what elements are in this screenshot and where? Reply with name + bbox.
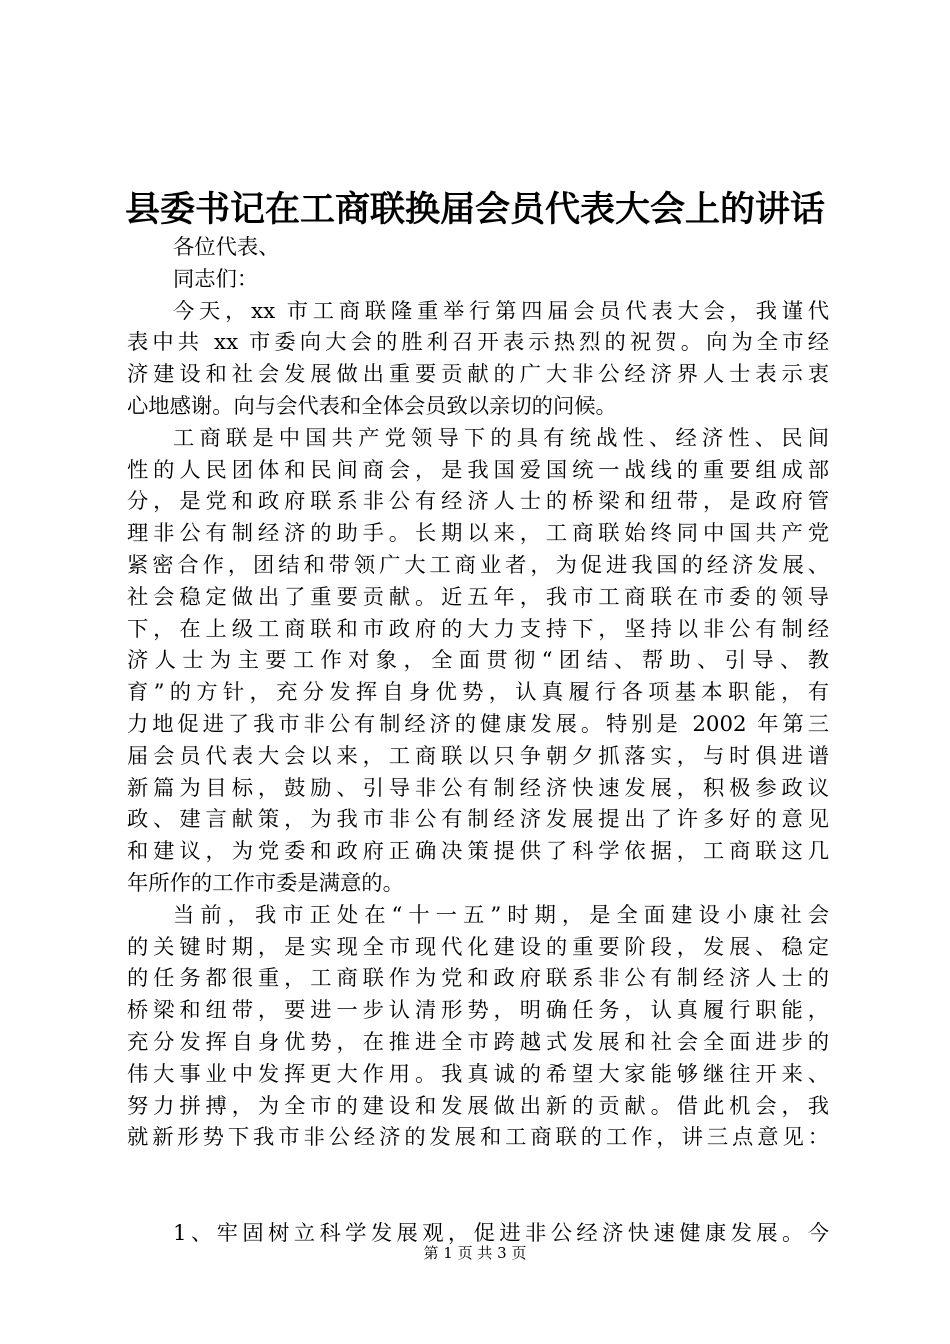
paragraph-line: 心地感谢。向与会代表和全体会员致以亲切的问候。 — [127, 393, 617, 419]
paragraph-line: 下，在上级工商联和市政府的大力支持下，坚持以非公有制经 — [127, 616, 829, 642]
paragraph-line: 和建议，为党委和政府正确决策提供了科学依据，工商联这几 — [127, 839, 829, 865]
paragraph-line: 的任务都很重，工商联作为党和政府联系非公有制经济人士的 — [127, 966, 829, 992]
paragraph-line: 社会稳定做出了重要贡献。近五年，我市工商联在市委的领导 — [127, 584, 829, 610]
paragraph-line: 充分发挥自身优势，在推进全市跨越式发展和社会全面进步的 — [127, 1029, 829, 1055]
paragraph-line: 年所作的工作市委是满意的。 — [127, 870, 404, 896]
paragraph-spacer — [127, 1154, 829, 1218]
paragraph-line: 分，是党和政府联系非公有经济人士的桥梁和纽带，是政府管 — [127, 489, 829, 515]
paragraph-line: 桥梁和纽带，要进一步认清形势，明确任务，认真履行职能， — [127, 998, 829, 1024]
document-body — [127, 232, 829, 1250]
paragraph-line: 今天，xx 市工商联隆重举行第四届会员代表大会，我谨代 — [173, 298, 829, 324]
paragraph-role-of-federation — [127, 423, 829, 900]
page-footer: 第 1 页 共 3 页 — [423, 1244, 527, 1262]
paragraph-line: 工商联是中国共产党领导下的具有统战性、经济性、民间 — [173, 425, 829, 451]
document-title: 县委书记在工商联换届会员代表大会上的讲话 — [124, 189, 825, 230]
paragraph-line: 届会员代表大会以来，工商联以只争朝夕抓落实，与时俱进谱 — [127, 743, 829, 769]
paragraph-line: 力地促进了我市非公有制经济的健康发展。特别是 2002 年第三 — [127, 711, 829, 737]
paragraph-line: 育”的方针，充分发挥自身优势，认真履行各项基本职能，有 — [127, 680, 829, 706]
greeting-line: 同志们： — [173, 266, 259, 292]
paragraph-line: 伟大事业中发挥更大作用。我真诚的希望大家能够继往开来、 — [127, 1061, 829, 1087]
paragraph-line: 当前，我市正处在“十一五”时期，是全面建设小康社会 — [173, 902, 829, 928]
paragraph-line: 济人士为主要工作对象，全面贯彻“团结、帮助、引导、教 — [127, 648, 829, 674]
paragraph-line: 理非公有制经济的助手。长期以来，工商联始终同中国共产党 — [127, 521, 829, 547]
point-heading-1: 1、牢固树立科学发展观，促进非公经济快速健康发展。今 — [173, 1221, 829, 1247]
paragraph-line: 新篇为目标，鼓励、引导非公有制经济快速发展，积极参政议 — [127, 775, 829, 801]
paragraph-opening — [127, 296, 829, 423]
greeting-line: 各位代表、 — [173, 235, 280, 260]
paragraph-line: 就新形势下我市非公经济的发展和工商联的工作，讲三点意见： — [127, 1125, 829, 1151]
paragraph-line: 努力拼搏，为全市的建设和发展做出新的贡献。借此机会，我 — [127, 1093, 829, 1119]
paragraph-line: 表中共 xx 市委向大会的胜利召开表示热烈的祝贺。向为全市经 — [127, 330, 829, 356]
paragraph-line: 紧密合作，团结和带领广大工商业者，为促进我国的经济发展、 — [127, 552, 829, 578]
paragraph-line: 的关键时期，是实现全市现代化建设的重要阶段，发展、稳定 — [127, 934, 829, 960]
paragraph-current-situation — [127, 900, 829, 1154]
paragraph-line: 济建设和社会发展做出重要贡献的广大非公经济界人士表示衷 — [127, 362, 829, 388]
paragraph-line: 政、建言献策，为我市非公有制经济发展提出了许多好的意见 — [127, 807, 829, 833]
paragraph-line: 性的人民团体和民间商会，是我国爱国统一战线的重要组成部 — [127, 457, 829, 483]
